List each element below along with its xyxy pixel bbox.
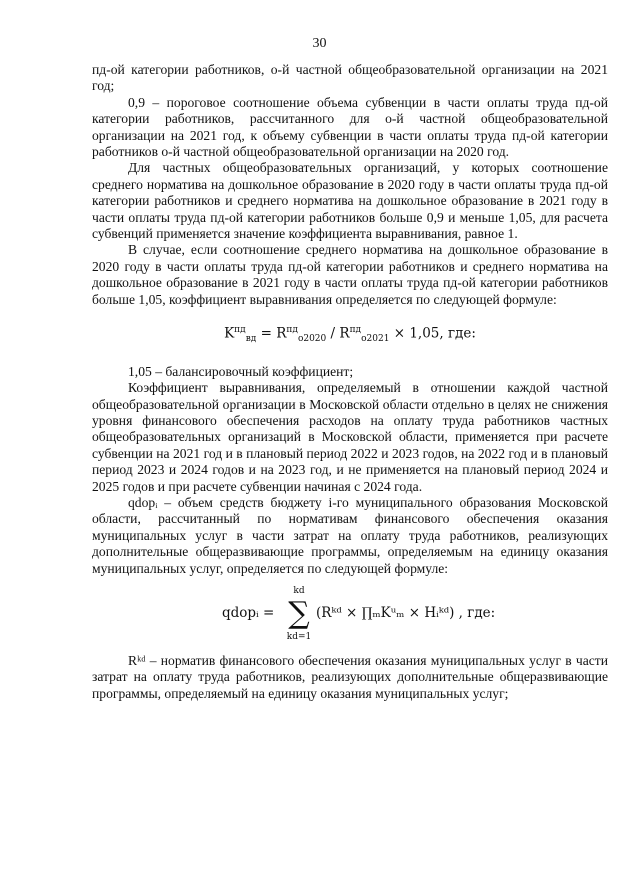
sigma-symbol: ∑ (288, 596, 310, 632)
formula-r1-sub: о2020 (297, 334, 327, 345)
formula2-rhs: (Rᵏᵈ × ∏ₘKᵘₘ × Hᵢᵏᵈ) , где: (316, 604, 496, 621)
formula-r2-sup: пд (349, 325, 362, 336)
formula-slash: / R (326, 325, 350, 342)
sum-upper-limit: kd (293, 585, 305, 596)
paragraph: пд-ой категории работников, о-й частной общеобразовательной организации на 2021 год; (92, 62, 608, 94)
page-content (92, 62, 608, 702)
equalization-formula (92, 322, 608, 348)
formula-k: K (224, 325, 235, 342)
paragraph: Для частных общеобразовательных организаций, у которых соотношение среднего норматива на дошкольное образование в 2020 году в части оплаты труда пд-ой категории работников и среднего норматива на дошкольное образование в 2021 году в части оплаты труда пд-ой категории работников больше 0,9 и меньше 1,05, для расчета субвенций применяется значение коэффициента выравнивания, равное 1. (92, 160, 608, 242)
paragraph: 0,9 – пороговое соотношение объема субвенции в части оплаты труда пд-ой категории работников, рассчитанного для о-й частной общеобразовательной организации на 2021 год, к объему субвенции в части оплаты труда пд-ой категории работников о-й частной общеобразовательной организации на 2020 год. (92, 94, 608, 160)
formula-k-sup: пд (234, 325, 246, 336)
formula-r2-sub: о2021 (361, 334, 390, 345)
paragraph: qdopᵢ – объем средств бюджету i-го муниципального образования Московской области, рассчитанный по нормативам финансового обеспечения оказания муниципальных услуг в части затрат на оплату труда работников, реализующих дополнительные общеразвивающие программы, определяемым на единицу оказания муниципальных услуг, определяется по следующей формуле: (92, 494, 608, 576)
paragraph: 1,05 – балансировочный коэффициент; (128, 363, 354, 379)
sum-operator (284, 583, 314, 646)
paragraph: Rᵏᵈ – норматив финансового обеспечения оказания муниципальных услуг в части затрат на оплату труда работников, реализующих дополнительные общеразвивающие программы, определяемый на единицу оказания муниципальных услуг; (92, 652, 608, 701)
formula-eq: = R (256, 325, 287, 342)
formula-r1-sup: пд (286, 325, 298, 336)
paragraph: В случае, если соотношение среднего норматива на дошкольное образование в 2020 году в части оплаты труда пд-ой категории работников и среднего норматива на дошкольное образование в 2021 году в части оплаты труда пд-ой категории работников больше 1,05, коэффициент выравнивания определяется по следующей формуле: (92, 242, 608, 307)
formula-k-sub: вд (245, 334, 257, 345)
page-number: 30 (312, 36, 327, 51)
qdop-formula (92, 583, 608, 643)
formula2-lhs: qdopᵢ = (222, 604, 275, 621)
sum-lower-limit: kd=1 (286, 632, 312, 643)
paragraph: Коэффициент выравнивания, определяемый в отношении каждой частной общеобразовательной организации в Московской области отдельно в целях не снижения уровня финансового обеспечения расходов на оплату труда работников частных общеобразовательных организаций в Московской области, применяется при расчете субвенции на 2021 год и в плановый период 2022 и 2023 годов, на 2022 год и в плановый период 2023 и 2024 годов и на 2023 год, и не применяется на плановый период 2024 и 2025 годов и при расчете субвенции начиная с 2024 года. (92, 380, 608, 494)
formula-tail: × 1,05, где: (389, 325, 476, 342)
